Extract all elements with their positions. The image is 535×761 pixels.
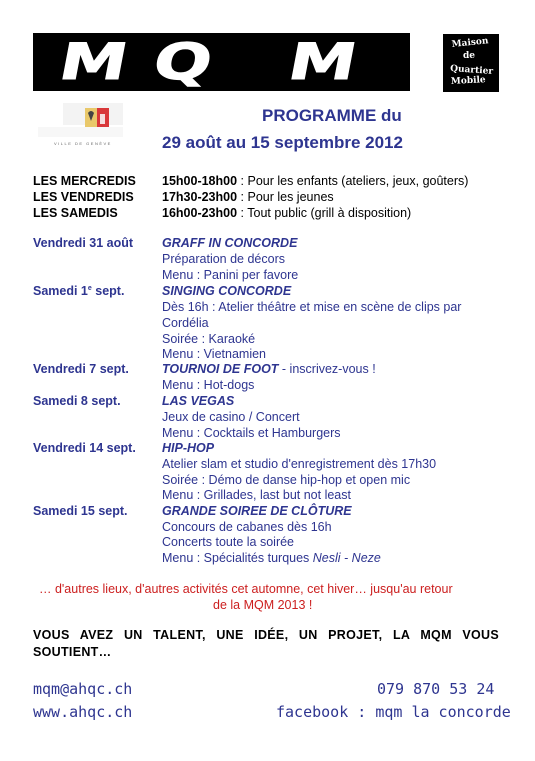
talent-callout: VOUS AVEZ UN TALENT, UNE IDÉE, UN PROJET, LA MQM VOUS SOUTIENT… bbox=[33, 628, 499, 659]
event-date: Vendredi 7 sept. bbox=[33, 362, 129, 376]
event-title: SINGING CONCORDE bbox=[162, 284, 292, 298]
event-detail: Préparation de décors bbox=[162, 252, 285, 266]
email-link[interactable]: mqm@ahqc.ch bbox=[33, 680, 133, 698]
svg-text:Quartier: Quartier bbox=[449, 64, 494, 77]
ville-logo-caption: VILLE DE GENÈVE bbox=[54, 141, 112, 146]
schedule-hours: 17h30-23h00 : Pour les jeunes bbox=[162, 190, 334, 204]
event-title: TOURNOI DE FOOT - inscrivez-vous ! bbox=[162, 362, 376, 376]
note-line: de la MQM 2013 ! bbox=[213, 598, 313, 612]
banner-logo-text: MQ M bbox=[54, 33, 389, 91]
event-detail: Jeux de casino / Concert bbox=[162, 410, 300, 424]
event-title: HIP-HOP bbox=[162, 441, 215, 455]
programme-dates: 29 août au 15 septembre 2012 bbox=[162, 133, 403, 152]
event-detail: Menu : Vietnamien bbox=[162, 347, 266, 361]
event-detail: Menu : Panini per favore bbox=[162, 268, 299, 282]
svg-text:Mobile: Mobile bbox=[450, 75, 486, 87]
website-link[interactable]: www.ahqc.ch bbox=[33, 703, 133, 721]
note-line: … d'autres lieux, d'autres activités cet automne, cet hiver… jusqu'au retour bbox=[39, 582, 453, 596]
seal-graphic bbox=[443, 34, 499, 92]
schedule-hours: 15h00-18h00 : Pour les enfants (ateliers, jeux, goûters) bbox=[162, 174, 469, 188]
event-date: Vendredi 14 sept. bbox=[33, 441, 136, 455]
event-detail: Dès 16h : Atelier théâtre et mise en scène de clips par bbox=[162, 300, 462, 314]
schedule-hours: 16h00-23h00 : Tout public (grill à disposition) bbox=[162, 206, 412, 220]
phone-number: 079 870 53 24 bbox=[377, 680, 495, 698]
event-title: GRANDE SOIREE DE CLÔTURE bbox=[162, 504, 352, 518]
event-detail: Menu : Cocktails et Hamburgers bbox=[162, 426, 341, 440]
event-detail: Concerts toute la soirée bbox=[162, 535, 295, 549]
event-date: Vendredi 31 août bbox=[33, 236, 134, 250]
svg-text:de: de bbox=[463, 51, 476, 61]
svg-text:Maison: Maison bbox=[451, 36, 489, 50]
event-detail: Menu : Spécialités turques Nesli - Neze bbox=[162, 551, 381, 565]
event-detail: Atelier slam et studio d'enregistrement dès 17h30 bbox=[162, 457, 437, 471]
event-detail: Menu : Hot-dogs bbox=[162, 378, 255, 392]
ville-de-geneve-logo bbox=[33, 103, 123, 155]
schedule-day: LES SAMEDIS bbox=[33, 206, 118, 220]
event-title: GRAFF IN CONCORDE bbox=[162, 236, 298, 250]
event-date: Samedi 15 sept. bbox=[33, 504, 128, 518]
schedule-day: LES VENDREDIS bbox=[33, 190, 134, 204]
event-title: LAS VEGAS bbox=[162, 394, 235, 408]
event-detail: Concours de cabanes dès 16h bbox=[162, 520, 332, 534]
event-detail: Menu : Grillades, last but not least bbox=[162, 488, 351, 502]
schedule-day: LES MERCREDIS bbox=[33, 174, 136, 188]
event-detail: Soirée : Démo de danse hip-hop et open mic bbox=[162, 473, 411, 487]
facebook-link[interactable]: facebook : mqm la concorde bbox=[276, 703, 511, 721]
event-detail: Soirée : Karaoké bbox=[162, 332, 256, 346]
event-detail: Cordélia bbox=[162, 316, 209, 330]
programme-title: PROGRAMME du bbox=[262, 106, 402, 125]
event-date: Samedi 1e sept. bbox=[33, 284, 125, 298]
mqm-seal-logo bbox=[443, 34, 499, 92]
banner bbox=[33, 33, 410, 91]
event-date: Samedi 8 sept. bbox=[33, 394, 121, 408]
